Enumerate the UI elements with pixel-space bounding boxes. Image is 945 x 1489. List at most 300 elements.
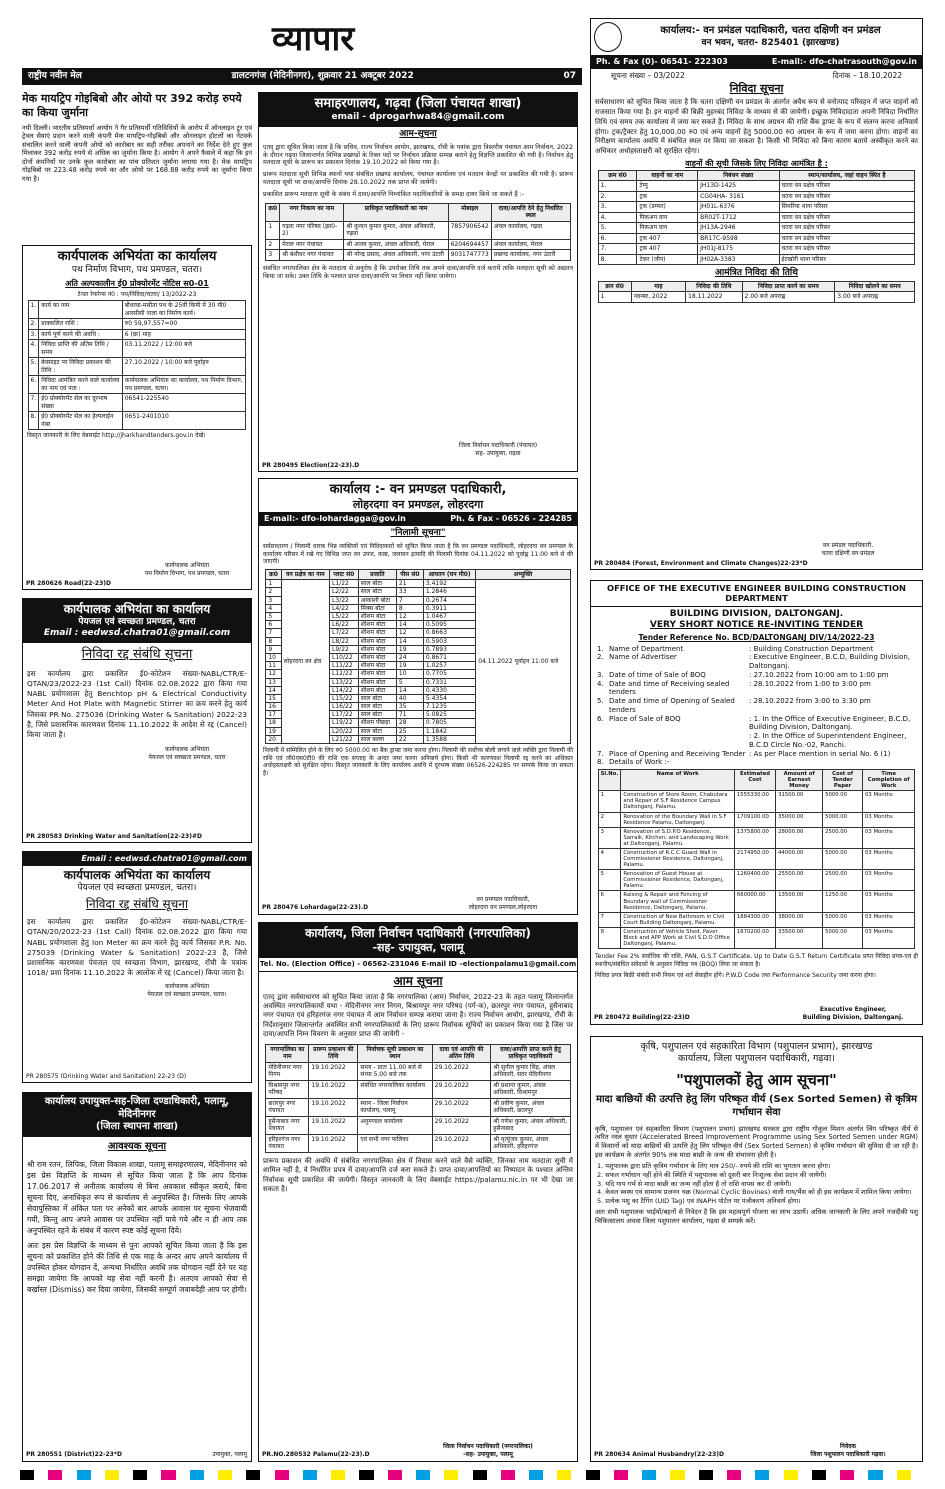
chatra-subtitle: वन भवन, चतरा- 825401 (झारखण्ड) — [701, 37, 840, 48]
chatra-cell: JH01L-6376 — [698, 202, 779, 213]
registration-block — [586, 1470, 600, 1480]
garhwa-header-cell: मोबाइल — [448, 203, 491, 221]
dws2-sign2: पेयजल एवं स्वच्छता प्रमण्डल, चतरा। — [147, 990, 227, 998]
garhwa-title: समाहरणालय, गढ़वा (जिला पंचायत शाखा) — [314, 96, 522, 111]
palamu-cell: 29.10.2022 — [432, 1098, 491, 1116]
registration-block — [176, 1470, 190, 1480]
palamu-header-cell: दावा/आपत्ति प्राप्त करने हेतु प्राधिकृत पदाधिकारी — [491, 1044, 570, 1062]
animal-headline: मादा बाछियों की उत्पत्ति हेतु लिंग परिष्कृत वीर्य (Sex Sorted Semen) से कृत्रिम गर्भाधान सेवा — [595, 1093, 918, 1118]
lohardaga-cell: 71 — [396, 711, 423, 719]
lohardaga-header-cell: पीस सं0 — [396, 569, 423, 580]
building-cell: 5000.00 — [823, 912, 863, 927]
lohardaga-cell: साल बल्ला — [358, 735, 396, 743]
animal-point: 2. सफल गर्भाधान नहीं होने की स्थिति में पशुपालक को दूसरी बार निःशुल्क सेवा प्रदान की जायेगी। — [597, 1170, 827, 1179]
road-cell: कार्य पूर्ण करने की अवधि : — [39, 329, 122, 340]
building-header-cell: Estimated Cost — [734, 770, 775, 791]
lohardaga-cell: 28 — [396, 719, 423, 727]
lohardaga-cell: 5 — [266, 613, 281, 621]
building-item-num — [597, 732, 609, 750]
chatra-forest-notice — [590, 18, 923, 570]
chatra-phone: Ph. & Fax (0)- 06541- 222303 — [596, 57, 728, 66]
road-ref: टेन्डर रेफरेन्स नं0 : पथ/निविदा/चतरा/ 13/2022-23 — [77, 290, 197, 298]
masthead-title: व्यापार — [272, 19, 355, 59]
lohardaga-cell: 1.1842 — [423, 727, 475, 735]
registration-block — [798, 1470, 812, 1480]
lohardaga-cell: L3/22 — [330, 596, 359, 604]
building-item-label: Date of time of Sale of BOQ — [609, 670, 706, 679]
building-items — [591, 645, 922, 768]
building-ref: Tender Reference No. BCD/DALTONGANJ DIV/14/2022-23 — [638, 633, 875, 643]
garhwa-cell: 9031747773 — [448, 250, 491, 261]
garhwa-body4: संबंधित नगरपालिका क्षेत्र के मतदाता से अनुरोध है कि उपरोक्त तिथि तक अपने दावा/आपत्ति दर्ज करायें ताकि मतदाता सूची को अद्यतन किया जा सके। उक्त तिथि के पश्चात प्राप्त दावा/आपत्ति पर विचार नहीं किया जायेगा। — [263, 264, 573, 280]
road-cell: 0651-2401010 — [122, 412, 246, 430]
lohardaga-cell: 19 — [396, 662, 423, 670]
building-item-num: 8. — [597, 758, 604, 767]
lohardaga-cell: 17 — [266, 711, 281, 719]
palamu-cell: श्री मृत्युंजय कुमार, अंचल अधिकारी, हरिहरगंज — [491, 1134, 570, 1152]
lohardaga-cell: 19 — [266, 727, 281, 735]
lohardaga-header-cell: वन प्रक्षेत्र का नाम — [281, 569, 329, 580]
lohardaga-cell: 19 — [396, 645, 423, 653]
building-cell: 03 Months — [863, 912, 915, 927]
garhwa-header-cell: नगर निकाय का नाम — [280, 203, 344, 221]
lohardaga-cell: आकाशी बोटा — [358, 596, 396, 604]
chatra-schedule-cell: 2.00 बजे अपराह्न — [742, 292, 835, 303]
building-cell: 7 — [598, 912, 621, 927]
palamu-subtitle: -सह- उपायुक्त, पलामू — [372, 941, 464, 954]
building-cell: 03 Months — [863, 891, 915, 912]
building-cell: Construction of Store Room, Chabutara and Repair of S.F Residence Campus Daltonganj, Palamu. — [621, 791, 735, 812]
table-row — [266, 1062, 570, 1080]
lohardaga-cell: L2/22 — [330, 588, 359, 596]
building-item-value: : 27.10.2022 from 10:00 am to 1:00 pm — [749, 670, 889, 679]
lohardaga-cell: 0.3911 — [423, 604, 475, 612]
chatra-cell: JH13D-1425 — [698, 181, 779, 192]
lohardaga-cell: शीशम बोटा — [358, 670, 396, 678]
registration-block — [374, 1470, 388, 1480]
palamu-cell: 29.10.2022 — [432, 1134, 491, 1152]
chatra-cell: ईटखोरी थाना परिसर — [779, 254, 915, 265]
chatra-schedule-cell: 3.00 बजे अपराह्न — [835, 292, 915, 303]
palamu-cell: हुसैनाबाद नगर पंचायत — [266, 1116, 309, 1134]
road-cell: 6. — [28, 376, 39, 394]
table-row — [266, 221, 570, 239]
chatra-email: E-mail:- dfo-chatrasouth@gov.in — [771, 57, 917, 66]
table-row — [266, 250, 570, 261]
building-cell: 5000.00 — [823, 791, 863, 812]
building-title: OFFICE OF THE EXECUTIVE ENGINEER BUILDING CONSTRUCTION DEPARTMENT — [591, 581, 922, 607]
lohardaga-phone: Ph. & Fax - 06526 - 224285 — [450, 514, 572, 523]
palamu-cell: समय - प्रातः 11.00 बजे से संध्या 5.00 बजे तक — [358, 1062, 432, 1080]
building-item — [597, 653, 916, 671]
lohardaga-cell: 5 — [396, 678, 423, 686]
table-row — [28, 301, 246, 319]
garhwa-cell: श्री बंशीधर नगर पंचायत — [280, 250, 344, 261]
chatra-cell: 6. — [598, 233, 637, 244]
news-body: नयी दिल्ली। भारतीय प्रतिस्पर्धा आयोग ने गैर प्रतिस्पर्धी गतिविधियों के आरोप में ऑनलाइन टूर एवं ट्रेवल सेवाएं प्रदान करने वाली कंपनी मेक मायट्रिप-गोइबिबो और ओनलाइन होटलों का नेटवर्क संचालित करने वाली कंपनी ओयो को कारोबार का सही तरीका अपनाने का निर्देश देते हुए कुल मिलाकर 392 करोड़ रुपये से अधिक का जुर्माना किया है। आयोग ने अपने फैसले में कहा कि इन दोनों कंपनियों पर उनके कुल कारोबार का पांच प्रतिशत जुर्माना लगाया गया है। मेक मायट्रिप गोइबिबो पर 223.48 करोड़ रुपये का और ओयो पर 168.88 करोड़ रुपये का जुर्माना किया गया है। — [22, 123, 252, 183]
lohardaga-header-cell: अभ्युक्ति — [476, 569, 570, 580]
chatra-pr: PR 280484 (Forest, Environment and Climate Changes)22-23*D — [594, 559, 808, 567]
chatra-schedule-header-cell: निविदा खोलने का समय — [835, 281, 915, 292]
lohardaga-cell: 2 — [266, 588, 281, 596]
building-cell: 1260400.00 — [734, 870, 775, 891]
road-cell: 03.11.2022 / 12:00 बजे — [122, 340, 246, 358]
dws2-body: इस कार्यालय द्वारा प्रकाशित ई0-कोटेशन संख्या-NABL/CTR/E-QTAN/20/2022-23 (1st Call) दिनांक 02.08.2022 द्वारा किया गया NABL प्रयोगशाला हेतु Ion Meter का क्रय करने हेतु कार्य जिसका P.R. No. 275039 (Drinking Water & Sanitation) 2022-23 है, जिसे प्रशासनिक कारणवश पेयजल एवं स्वच्छता विभाग, झारखण्ड, राँची के पत्रांक 1018/ प्रशा दिनांक 11.10.2022 के आलोक में रद्द (Cancel) किया जाता है। — [27, 917, 247, 978]
dws2-pr: PR 280575 (Drinking Water and Sanitation) 22-23 (D) — [26, 1072, 187, 1080]
building-header-cell: Sl.No. — [598, 770, 621, 791]
building-cell: 6 — [598, 891, 621, 912]
animal-subtitle: कार्यालय, जिला पशुपालन पदाधिकारी, गढ़वा। — [678, 1052, 835, 1064]
palamu-body: एतद् द्वारा सर्वसाधारण को सूचित किया जाता है कि नगरपालिका (आम) निर्वाचन, 2022-23 के तहत पलामू जिलान्तर्गत अवस्थित नगरपालिकायों यथा - मेदिनीनगर नगर निगम, बिश्रामपुर नगर परिषद (पर्ग-क), छतरपुर नगर पंचायत, हुसैनाबाद नगर पंचायत एवं हरिहरगंज नगर पंचायत में आम निर्वाचन सम्पन्न कराया जाना है। राज्य निर्वाचन आयोग, झारखण्ड, राँची के निर्देशानुसार जिलान्तर्गत अवस्थित सभी नगरपालिकायों के लिए प्रारूप निर्वाचक सूचियों का प्रकाशन किया गया है जिस पर दावा/आपत्ति निम्न विवरण के अनुसार प्राप्त की जायेगी - — [263, 992, 573, 1039]
lohardaga-cell: शीशम बोटा — [358, 637, 396, 645]
building-cell: 5000.00 — [823, 848, 863, 869]
lohardaga-cell: साल बोटा — [358, 727, 396, 735]
registration-block — [218, 1470, 232, 1480]
lohardaga-cell: 40 — [396, 694, 423, 702]
lohardaga-cell: 11 — [266, 662, 281, 670]
building-note2: निविदा प्रपत्र बिक्री संबंधी सभी नियम एवं शर्त सेवाहीन होंगे। P.W.D Code तथा Performance Security जमा करना होगा। — [595, 972, 876, 980]
registration-block — [868, 1470, 882, 1480]
building-cell: Construction of R.C.C Guard Wall in Commissioner Residence, Daltonganj, Palamu. — [621, 848, 735, 869]
dws2-notice-title: निविदा रद्द संबंधि सूचना — [85, 897, 189, 912]
lohardaga-cell: L17/22 — [330, 711, 359, 719]
road-cell: 1. — [28, 301, 39, 319]
registration-block — [345, 1470, 359, 1480]
road-cell: 27.10.2022 / 10:00 बजे पूर्वाहन — [122, 358, 246, 376]
building-item-value: : 28.10.2022 from 3:00 to 3:30 pm — [749, 697, 871, 706]
lohardaga-cell: 24 — [396, 653, 423, 661]
registration-block — [388, 1470, 402, 1480]
dws2-notice — [22, 851, 252, 1083]
road-cell: बौधरवा-मसौता पथ के 25वीं किमी में 30 मी0 आरसीसी नाला का निर्माण कार्य। — [122, 301, 246, 319]
building-cell: 03 Months — [863, 848, 915, 869]
chatra-notice-title: निविदा सूचना — [729, 82, 784, 96]
palamu-header-cell: दावा एवं आपत्ति की अंतिम तिथि — [432, 1044, 491, 1062]
building-item-num: 1. — [597, 644, 604, 653]
table-row — [598, 812, 915, 827]
building-item — [597, 645, 916, 654]
animal-notice — [590, 1036, 923, 1462]
table-row — [598, 202, 915, 213]
lohardaga-cell: 25 — [396, 727, 423, 735]
lohardaga-cell: L8/22 — [330, 637, 359, 645]
chatra-header-cell: स्थान/कार्यालय, जहां वाहन स्थित है — [779, 170, 915, 181]
palamu-cell: 19.10.2022 — [309, 1098, 358, 1116]
chatra-ref: सूचना संख्या – 03/2022 — [611, 71, 685, 80]
registration-block — [769, 1470, 783, 1480]
palamu-cell: हरिहरगंज नगर पंचायत — [266, 1134, 309, 1152]
lohardaga-range-cell: लोहरदगा वन क्षेत्र — [281, 580, 329, 744]
chatra-schedule-cell: 18.11.2022 — [686, 292, 743, 303]
road-cell: ई0 प्रोक्योरमेंट सेल का दूरभाष संख्या — [39, 394, 122, 412]
registration-block — [515, 1470, 529, 1480]
building-cell: 25500.00 — [776, 870, 823, 891]
registration-block — [543, 1470, 557, 1480]
animal-pr: PR 280634 Animal Husbandry(22-23)D — [594, 1450, 724, 1458]
lohardaga-cell: साल बोटा — [358, 703, 396, 711]
building-cell: 2500.00 — [823, 827, 863, 848]
garhwa-cell: श्री नरेन्द्र प्रसाद, अंचल अधिकारी, नगर उंटारी — [344, 250, 448, 261]
animal-point: 3. यदि गाय गर्भ से मादा बाछी का जन्म नहीं होता है तो राशि वापस कर दी जायेगी। — [597, 1179, 792, 1188]
building-notice — [590, 580, 923, 1025]
registration-block — [430, 1470, 444, 1480]
building-item-label: Name of Advertiser — [609, 653, 677, 662]
registration-block — [614, 1470, 628, 1480]
registration-block — [727, 1470, 741, 1480]
lohardaga-cell: L11/22 — [330, 662, 359, 670]
registration-block — [190, 1470, 204, 1480]
lohardaga-cell: L10/22 — [330, 653, 359, 661]
building-cell: 44000.00 — [776, 848, 823, 869]
lohardaga-cell: L5/22 — [330, 613, 359, 621]
registration-strip — [20, 1470, 925, 1480]
garhwa-header-cell: क्र0 — [266, 203, 280, 221]
garhwa-cell: श्री कुन्दन कुमार कुमार, अंचल अधिकारी, गढ़वा — [344, 221, 448, 239]
table-row — [598, 912, 915, 927]
building-cell: 5 — [598, 870, 621, 891]
building-cell: 03 Months — [863, 791, 915, 812]
palamu-cell: श्री गणेश कुमार, अंचल अधिकारी, हुसैनाबाद — [491, 1116, 570, 1134]
lohardaga-header-cell: क्र0 — [266, 569, 281, 580]
building-item-value: : 2. In the Office of Superintendent Engineer, B.C.D Circle No.-02, Ranchi. — [749, 732, 907, 749]
table-row — [598, 181, 915, 192]
table-row — [598, 212, 915, 223]
road-cell: 8. — [28, 412, 39, 430]
chatra-header-cell: निबंधन संख्या — [698, 170, 779, 181]
registration-block — [133, 1470, 147, 1480]
chatra-cell: 5. — [598, 223, 637, 234]
lohardaga-cell: साल बोटा — [358, 694, 396, 702]
table-row — [266, 1134, 570, 1152]
palamu-cell: 29.10.2022 — [432, 1116, 491, 1134]
palamu-cell: 19.10.2022 — [309, 1116, 358, 1134]
chatra-cell: चतरा वन प्रक्षेत्र परिसर — [779, 223, 915, 234]
building-item-label: Date and time of Receiving sealed tenders — [609, 679, 730, 697]
animal-points — [591, 1162, 922, 1206]
registration-block — [34, 1470, 48, 1480]
building-cell: 4 — [598, 848, 621, 869]
table-row — [598, 870, 915, 891]
building-cell: 33500.00 — [776, 927, 823, 948]
lohardaga-cell: 7 — [266, 629, 281, 637]
palamu-cell: विश्रामपुर नगर परिषद — [266, 1080, 309, 1098]
road-cell: 3. — [28, 329, 39, 340]
palamu-cell: 19.10.2022 — [309, 1080, 358, 1098]
road-cell: बेवसाइट पर निविदा प्रकाशन की तिथि : — [39, 358, 122, 376]
dateline-bar — [22, 68, 582, 85]
lohardaga-cell: L14/22 — [330, 686, 359, 694]
garhwa-cell: श्री अजय कुमार, अंचल अधिकारी, मेराल — [344, 239, 448, 250]
building-cell: 2500.00 — [823, 870, 863, 891]
garhwa-header-cell: दावा/आपत्ति देने हेतु निर्धारित स्थल — [491, 203, 570, 221]
lohardaga-cell: L19/22 — [330, 719, 359, 727]
emblem-icon — [594, 22, 622, 52]
chatra-cell: 2. — [598, 191, 637, 202]
registration-block — [699, 1470, 713, 1480]
building-item-num: 7. — [597, 749, 604, 758]
building-cell: 38000.00 — [776, 912, 823, 927]
table-row — [598, 827, 915, 848]
lohardaga-cell: 10 — [266, 653, 281, 661]
ddc-subtitle: (जिला स्थापना शाखा) — [95, 1121, 179, 1132]
chatra-date: दिनांक – 18.10.2022 — [832, 71, 902, 80]
registration-block — [147, 1470, 161, 1480]
table-row — [598, 233, 915, 244]
chatra-schedule-header-cell: निविदा की तिथि — [686, 281, 743, 292]
lohardaga-cell: 3.4192 — [423, 580, 475, 588]
lohardaga-cell: 14 — [266, 686, 281, 694]
registration-block — [487, 1470, 501, 1480]
chatra-title: कार्यालय:- वन प्रमंडल पदाधिकारी, चतरा दक्षिणी वन प्रमंडल — [660, 25, 881, 37]
palamu-table — [265, 1044, 570, 1153]
lohardaga-cell: 0.7331 — [423, 678, 475, 686]
registration-block — [600, 1470, 614, 1480]
building-cell: 1884300.00 — [734, 912, 775, 927]
lohardaga-header-cell: आयतन (घन मी0) — [423, 569, 475, 580]
road-sign: कार्यपालक अभियंता — [165, 562, 209, 569]
lohardaga-cell: 0.8663 — [423, 629, 475, 637]
registration-block — [359, 1470, 373, 1480]
lohardaga-subtitle: लोहरदगा वन प्रमण्डल, लोहरदगा — [352, 498, 484, 512]
road-cell: 4. — [28, 340, 39, 358]
lohardaga-cell: 6 — [266, 621, 281, 629]
dws2-title: कार्यपालक अभियंता का कार्यालय — [63, 868, 211, 882]
table-row — [28, 358, 246, 376]
building-cell: 1250.00 — [823, 891, 863, 912]
palamu-cell: संबंधित नगरपालिका कार्यालय — [358, 1080, 432, 1098]
palamu-cell: मेदिनीनगर नगर निगम — [266, 1062, 309, 1080]
lohardaga-cell: L12/22 — [330, 670, 359, 678]
chatra-schedule-cell: 1 — [598, 292, 631, 303]
garhwa-pr: PR 280495 Election(22-23).D — [262, 461, 360, 469]
road-cell: 5. — [28, 358, 39, 376]
palamu-cell: श्री प्रवीण कुमार, अंचल अधिकारी, छतरपुर — [491, 1098, 570, 1116]
table-row — [598, 191, 915, 202]
animal-sign: निवेदक — [839, 1443, 856, 1450]
garhwa-cell: 2 — [266, 239, 280, 250]
garhwa-cell: 3 — [266, 250, 280, 261]
registration-block — [911, 1470, 925, 1480]
garhwa-sign: जिला निर्वाचन पदाधिकारी (पंचायत) — [458, 442, 538, 449]
registration-block — [571, 1470, 585, 1480]
building-item-num: 6. — [597, 714, 604, 723]
lohardaga-cell: L15/22 — [330, 694, 359, 702]
building-item — [597, 750, 916, 759]
building-cell: Renovation of the Boundary Wall in S.F Residence Palamu, Daltonganj. — [621, 812, 735, 827]
building-cell: 03 Months — [863, 927, 915, 948]
chatra-cell: ट्रक 407 — [637, 244, 698, 255]
palamu-cell: अनुमण्डल कार्यालय — [358, 1116, 432, 1134]
road-cell: निविदा आमंत्रित करने वाले कार्यालय का नाम एवं पता : — [39, 376, 122, 394]
palamu-notice-title: आम सूचना — [393, 973, 443, 988]
registration-block — [501, 1470, 515, 1480]
table-row — [266, 1116, 570, 1134]
table-row — [28, 340, 246, 358]
chatra-cell: 3. — [598, 202, 637, 213]
registration-block — [119, 1470, 133, 1480]
dws1-sign: कार्यपालक अभियंता — [165, 746, 209, 754]
chatra-header-cell: वाहनों का नाम — [637, 170, 698, 181]
table-row — [28, 319, 246, 330]
road-cell: 6 (छः) माह — [122, 329, 246, 340]
table-row — [598, 292, 915, 303]
chatra-schedule-cell: नवम्बर, 2022 — [631, 292, 685, 303]
chatra-cell: चतरा वन प्रक्षेत्र परिसर — [779, 191, 915, 202]
building-cell: Construction of Vehicle Shed, Paver Block and APP Work at Civil S.D.O Office Daltonganj, Palamu. — [621, 927, 735, 948]
registration-block — [246, 1470, 260, 1480]
animal-notice-title: "पशुपालकों हेतु आम सूचना" — [676, 1070, 837, 1089]
garhwa-table — [265, 203, 570, 261]
lohardaga-cell: 12 — [266, 670, 281, 678]
road-table — [28, 300, 247, 430]
lohardaga-cell: L6/22 — [330, 621, 359, 629]
palamu-header-cell: निर्वाचक सूची प्रकाशन का स्थान — [358, 1044, 432, 1062]
chatra-sign: वन प्रमंडल पदाधिकारी, — [822, 542, 874, 549]
registration-block — [741, 1470, 755, 1480]
lohardaga-cell: 0.7893 — [423, 645, 475, 653]
lohardaga-cell: शीशम बोटा — [358, 662, 396, 670]
animal-point: 5. प्रत्येक पशु का टैगिंग (UID Tag) एवं INAPH पोर्टल पर पंजीकरण अनिवार्य होगा। — [597, 1197, 801, 1206]
chatra-schedule-header-cell: क्रम सं0 — [598, 281, 631, 292]
building-item-label: Name of Department — [609, 644, 684, 653]
lohardaga-header-cell: प्रजाति — [358, 569, 396, 580]
lohardaga-cell: 5.0825 — [423, 711, 475, 719]
lohardaga-cell: 8 — [266, 637, 281, 645]
registration-block — [642, 1470, 656, 1480]
garhwa-cell: 7857906542 — [448, 221, 491, 239]
lohardaga-notice-title: "निलामी सूचना" — [390, 528, 446, 538]
chatra-sign2: चतरा दक्षिणी वन प्रमंडल — [821, 549, 875, 557]
lohardaga-cell: 35 — [396, 703, 423, 711]
registration-block — [713, 1470, 727, 1480]
ddc-title: कार्यालय उपायुक्त-सह-जिला दण्डाधिकारी, पलामू, मेदिनीनगर — [44, 1096, 230, 1120]
building-cell: 2 — [598, 812, 621, 827]
building-cell: 03 Months — [863, 812, 915, 827]
building-item-label — [609, 732, 749, 750]
lohardaga-cell: L9/22 — [330, 645, 359, 653]
ddc-notice-title: आवश्यक सूचना — [107, 1140, 167, 1152]
lohardaga-cell: 1 — [266, 580, 281, 588]
registration-block — [473, 1470, 487, 1480]
lohardaga-cell: L4/22 — [330, 604, 359, 612]
lohardaga-cell: शीशम बोटा — [358, 686, 396, 694]
garhwa-notice-title: आम-सूचना — [399, 128, 437, 139]
chatra-cell: 8. — [598, 254, 637, 265]
chatra-cell: BR17C-9598 — [698, 233, 779, 244]
road-cell: कार्यपालक अभियंता का कार्यालय, पथ निर्माण विभाग, पथ प्रमण्डल, चतरा। — [122, 376, 246, 394]
lohardaga-cell: साल बोटा — [358, 588, 396, 596]
garhwa-cell: 1 — [266, 221, 280, 239]
building-sign2: Building Division, Daltonganj. — [802, 1013, 904, 1021]
lohardaga-cell: 22 — [396, 735, 423, 743]
animal-point: 1. पशुपालक द्वारा प्रति कृत्रिम गर्भाधान के लिए मात्र 250/- रुपये की राशि का भुगतान करना होगा। — [597, 1162, 831, 1171]
dws1-notice — [22, 598, 252, 843]
lohardaga-cell: 3 — [266, 596, 281, 604]
lohardaga-cell: 7 — [396, 596, 423, 604]
palamu-cell: 19.10.2022 — [309, 1134, 358, 1152]
animal-title: कृषि, पशुपालन एवं सहकारिता विभाग (पशुपालन प्रभाग), झारखण्ड — [640, 1041, 873, 1052]
chatra-cell: ट्रक (डम्फर) — [637, 202, 698, 213]
table-row — [266, 239, 570, 250]
lohardaga-cell: 1.0467 — [423, 613, 475, 621]
registration-block — [656, 1470, 670, 1480]
dws1-email: Email : eedwsd.chatra01@gmail.com — [43, 628, 231, 639]
lohardaga-cell: 10 — [396, 670, 423, 678]
lohardaga-sign2: लोहरदगा वन प्रमण्डल,लोहरदगा — [468, 903, 538, 911]
lohardaga-cell: 20 — [266, 735, 281, 743]
chatra-cell: ट्रक — [637, 191, 698, 202]
chatra-cell: JH01J-8175 — [698, 244, 779, 255]
